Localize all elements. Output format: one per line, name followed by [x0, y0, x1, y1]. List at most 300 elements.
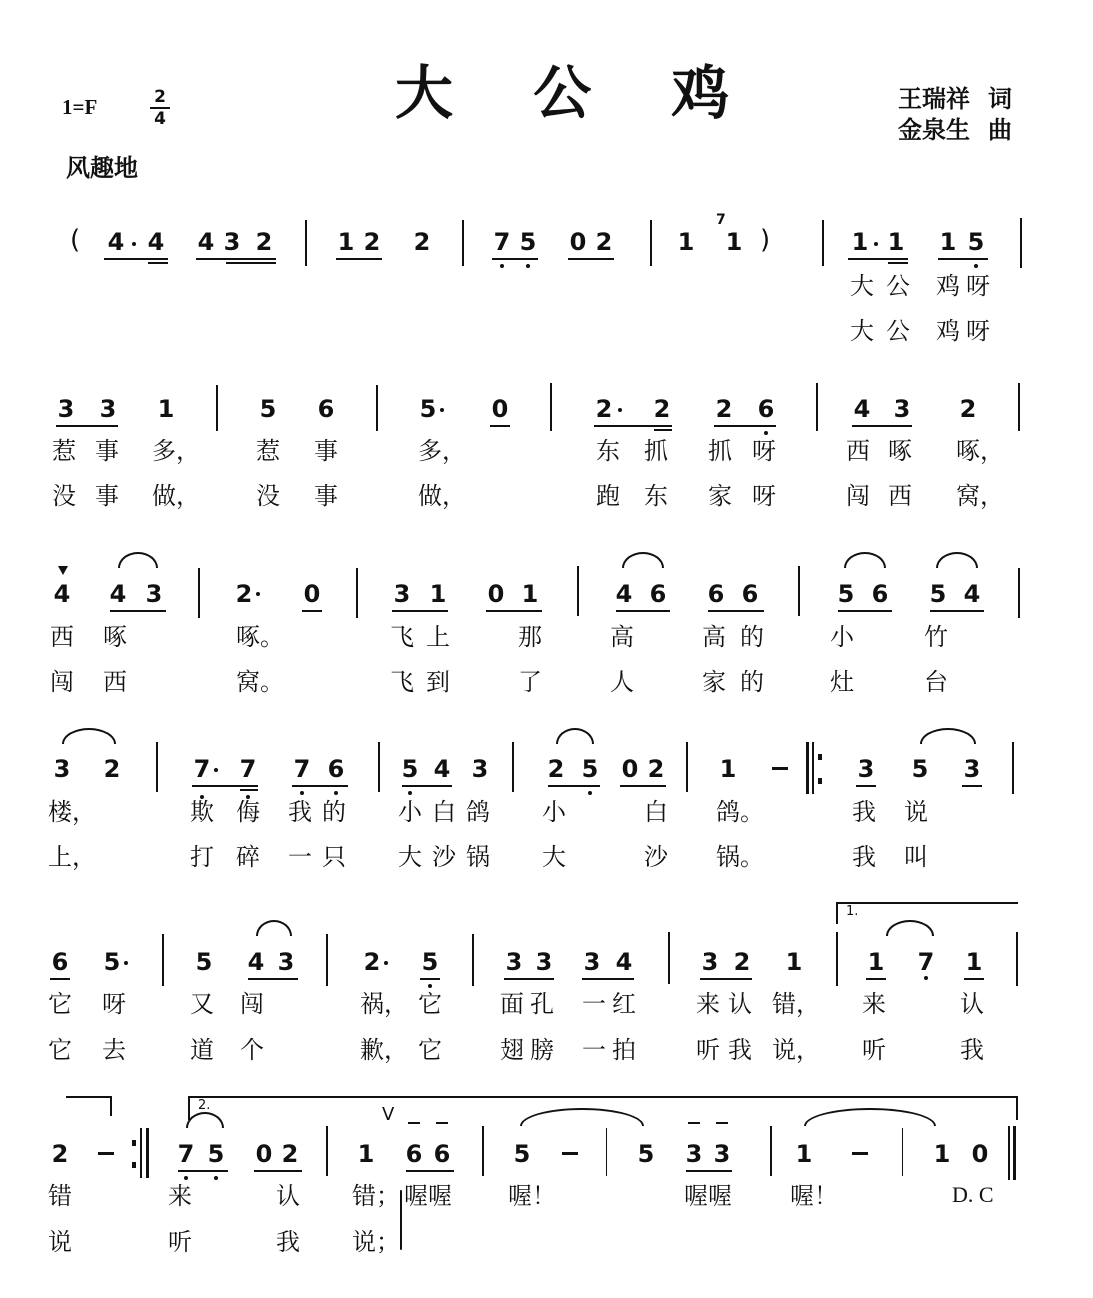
lyric: 公: [886, 272, 910, 300]
note: 5: [103, 948, 121, 976]
tempo-marking: 风趣地: [66, 154, 138, 182]
underline: [240, 789, 258, 791]
repeat-barline-thick: [146, 1128, 149, 1178]
note: 1: [851, 228, 869, 256]
note: 1: [965, 948, 983, 976]
barline: [162, 934, 164, 986]
verse-brace: [400, 1190, 402, 1250]
barline: [650, 220, 652, 266]
note: 7: [239, 755, 257, 783]
composer-role: 曲: [988, 116, 1012, 144]
lyric: 道: [190, 1036, 214, 1064]
lyric: 了: [518, 668, 542, 696]
composer: 金泉生: [898, 116, 970, 144]
lyric: 没: [256, 482, 280, 510]
lyric: 锅: [466, 843, 490, 871]
note: 4: [147, 228, 165, 256]
barline: [356, 568, 358, 618]
lyric: 它: [48, 1036, 72, 1064]
note: 3: [685, 1140, 703, 1168]
note: 2: [103, 755, 121, 783]
note: 3: [99, 395, 117, 423]
lyric: 错；: [352, 1182, 400, 1210]
lyric: 做，: [418, 482, 466, 510]
extension-dash: [772, 767, 788, 770]
lyric: 闯: [240, 990, 264, 1018]
note: 6: [317, 395, 335, 423]
lyric: 啄: [103, 623, 127, 651]
lyric: 来: [168, 1182, 192, 1210]
note: 2: [715, 395, 733, 423]
repeat-dot: [818, 778, 822, 784]
lyric: 认: [960, 990, 984, 1018]
first-ending-bracket-end: [66, 1096, 112, 1116]
note: 1: [887, 228, 905, 256]
lyric: 大: [850, 317, 874, 345]
tenuto-mark: [408, 1122, 420, 1124]
final-barline-thick: [1013, 1126, 1016, 1180]
lyric: 窝，: [956, 482, 1004, 510]
lyric: 歉，: [360, 1036, 408, 1064]
underline: [56, 425, 118, 427]
lyric: 听: [862, 1036, 886, 1064]
credits: [898, 84, 1012, 146]
note: 1: [795, 1140, 813, 1168]
underline: [856, 785, 876, 787]
lyric: 家: [702, 668, 726, 696]
low-octave-dot: [526, 264, 530, 268]
augmentation-dot: [124, 961, 128, 965]
note: 6: [649, 580, 667, 608]
note: 1: [429, 580, 447, 608]
note: 1: [785, 948, 803, 976]
lyric: 多，: [418, 437, 466, 465]
lyric: 来: [696, 990, 720, 1018]
lyric: 它: [48, 990, 72, 1018]
note: 0: [303, 580, 321, 608]
note: 3: [145, 580, 163, 608]
lyric: 楼，: [48, 798, 96, 826]
lyric: 事: [95, 437, 119, 465]
repeat-dot: [132, 1162, 136, 1168]
note: 0: [491, 395, 509, 423]
note: 1: [867, 948, 885, 976]
lyric: 侮: [236, 798, 260, 826]
note: 5: [967, 228, 985, 256]
note: 4: [853, 395, 871, 423]
final-barline-thin: [1008, 1126, 1010, 1180]
underline: [964, 978, 984, 980]
lyric: 个: [240, 1036, 264, 1064]
slur: [844, 552, 886, 568]
lyric: 呀: [966, 317, 990, 345]
lyric: 去: [102, 1036, 126, 1064]
lyric: 上，: [48, 843, 96, 871]
note: 5: [259, 395, 277, 423]
note: 3: [583, 948, 601, 976]
note: 3: [393, 580, 411, 608]
barline: [816, 383, 818, 431]
repeat-barline-thin: [140, 1128, 142, 1178]
note: 6: [757, 395, 775, 423]
lyric: 竹: [924, 623, 948, 651]
underline: [110, 610, 166, 612]
note: 1: [677, 228, 695, 256]
underline: [178, 1170, 228, 1172]
barline: [482, 1126, 484, 1176]
barline: [1018, 568, 1020, 618]
barline: [668, 932, 670, 984]
note: 7: [917, 948, 935, 976]
underline: [248, 978, 298, 980]
lyric: 抓: [708, 437, 732, 465]
underline: [654, 429, 672, 431]
lyric: 孔: [530, 990, 554, 1018]
tenuto-mark: [436, 1122, 448, 1124]
lyric: 公: [886, 317, 910, 345]
barline: [326, 1126, 328, 1176]
lyric: 大: [850, 272, 874, 300]
note: 4: [109, 580, 127, 608]
barline: [512, 742, 514, 792]
lyric: 又: [190, 990, 214, 1018]
note: 3: [701, 948, 719, 976]
lyric: 碎: [236, 843, 260, 871]
lyric: 西: [888, 482, 912, 510]
lyric: 小: [398, 798, 422, 826]
time-signature: [150, 88, 170, 128]
lyric: 一: [288, 843, 312, 871]
lyric: 到: [426, 668, 450, 696]
lyric: 它: [418, 1036, 442, 1064]
underline: [226, 262, 276, 264]
beat-divider: [902, 1128, 903, 1176]
note: 0: [621, 755, 639, 783]
underline: [548, 785, 600, 787]
first-ending-label: 1.: [846, 904, 859, 919]
note: 3: [713, 1140, 731, 1168]
underline: [582, 978, 634, 980]
lyric: 做，: [152, 482, 200, 510]
breath-mark: V: [382, 1104, 395, 1125]
lyric: 说: [904, 798, 928, 826]
note: 4: [963, 580, 981, 608]
accent-mark: [58, 566, 68, 575]
lyricist-role: 词: [988, 85, 1012, 113]
lyric: 上: [426, 623, 450, 651]
note: 4: [433, 755, 451, 783]
note: 7: [193, 755, 211, 783]
low-octave-dot: [588, 791, 592, 795]
open-paren: (: [70, 225, 81, 255]
barline: [305, 220, 307, 266]
note: 3: [223, 228, 241, 256]
underline: [504, 978, 554, 980]
note: 1: [719, 755, 737, 783]
underline: [838, 610, 892, 612]
underline: [962, 785, 982, 787]
lyric: 闯: [50, 668, 74, 696]
note: 2: [647, 755, 665, 783]
lyric: 台: [924, 668, 948, 696]
augmentation-dot: [384, 961, 388, 965]
barline: [156, 742, 158, 792]
lyric: 高: [610, 623, 634, 651]
lyric: 说，: [772, 1036, 820, 1064]
low-octave-dot: [408, 791, 412, 795]
underline: [302, 610, 322, 612]
barline: [577, 566, 579, 616]
lyricist: 王瑞祥: [898, 85, 970, 113]
lyric: 打: [190, 843, 214, 871]
underline: [392, 610, 448, 612]
lyric: 我: [728, 1036, 752, 1064]
lyric: 我: [288, 798, 312, 826]
tenuto-mark: [716, 1122, 728, 1124]
lyric: 膀: [530, 1036, 554, 1064]
note: 3: [893, 395, 911, 423]
lyric: 的: [740, 668, 764, 696]
note: 3: [471, 755, 489, 783]
note: 7: [493, 228, 511, 256]
note: 6: [741, 580, 759, 608]
lyric: 沙: [432, 843, 456, 871]
lyric: 认: [728, 990, 752, 1018]
lyric: 多，: [152, 437, 200, 465]
barline: [822, 220, 824, 266]
note: 0: [487, 580, 505, 608]
note: 2: [413, 228, 431, 256]
note: 2: [653, 395, 671, 423]
lyric: 的: [322, 798, 346, 826]
lyric: 错: [48, 1182, 72, 1210]
barline: [770, 1126, 772, 1176]
lyric: 面: [500, 990, 524, 1018]
lyric: 认: [276, 1182, 300, 1210]
augmentation-dot: [618, 408, 622, 412]
note: 3: [57, 395, 75, 423]
note: 4: [615, 580, 633, 608]
augmentation-dot: [256, 592, 260, 596]
lyric: 呀: [752, 482, 776, 510]
lyric: 小: [542, 798, 566, 826]
note: 2: [595, 395, 613, 423]
underline: [852, 425, 912, 427]
lyric: 啄。: [236, 623, 284, 651]
lyric: 只: [322, 843, 346, 871]
note: 6: [51, 948, 69, 976]
grace-note: 7: [716, 212, 726, 228]
barline: [216, 385, 218, 431]
lyric: 没: [52, 482, 76, 510]
underline: [148, 262, 168, 264]
note: 4: [107, 228, 125, 256]
lyric: 祸，: [360, 990, 408, 1018]
underline: [486, 610, 542, 612]
lyric: 惹: [52, 437, 76, 465]
lyric: 事: [314, 482, 338, 510]
lyric: 我: [960, 1036, 984, 1064]
lyric: 家: [708, 482, 732, 510]
note: 6: [405, 1140, 423, 1168]
barline: [836, 932, 838, 986]
lyric: 拍: [612, 1036, 636, 1064]
lyric: 一: [582, 1036, 606, 1064]
lyric: 飞: [390, 668, 414, 696]
repeat-barline-thin: [812, 742, 814, 794]
lyric: 呀: [752, 437, 776, 465]
slur: [936, 552, 978, 568]
barline: [326, 934, 328, 986]
low-octave-dot: [184, 1176, 188, 1180]
note: 4: [615, 948, 633, 976]
augmentation-dot: [440, 408, 444, 412]
second-ending-label: 2.: [198, 1098, 211, 1113]
lyric: 呀: [102, 990, 126, 1018]
lyric: 飞: [390, 623, 414, 651]
slur: [920, 728, 976, 744]
note: 5: [195, 948, 213, 976]
note: 5: [929, 580, 947, 608]
note: 3: [963, 755, 981, 783]
lyric: 东: [596, 437, 620, 465]
slur: [62, 728, 116, 744]
note: 1: [357, 1140, 375, 1168]
lyric: 啄: [888, 437, 912, 465]
note: 5: [421, 948, 439, 976]
note: 1: [337, 228, 355, 256]
note: 2: [547, 755, 565, 783]
repeat-dot: [132, 1140, 136, 1146]
lyric: 西: [103, 668, 127, 696]
lyric: 错，: [772, 990, 820, 1018]
lyric: 白: [432, 798, 456, 826]
lyric: 红: [612, 990, 636, 1018]
lyric: 喔喔: [404, 1182, 452, 1210]
underline: [620, 785, 666, 787]
note: 2: [959, 395, 977, 423]
underline: [406, 1170, 454, 1172]
lyric: 我: [852, 798, 876, 826]
note: 2: [235, 580, 253, 608]
note: 2: [595, 228, 613, 256]
underline: [930, 610, 984, 612]
lyric: 小: [830, 623, 854, 651]
lyric: 锅。: [716, 843, 764, 871]
note: 6: [327, 755, 345, 783]
lyric: 听: [696, 1036, 720, 1064]
note: 5: [637, 1140, 655, 1168]
note: 4: [53, 580, 71, 608]
extension-dash: [562, 1152, 578, 1155]
lyric: 喔！: [508, 1182, 556, 1210]
lyric: 鸽。: [716, 798, 764, 826]
repeat-dot: [818, 754, 822, 760]
lyric: 人: [610, 668, 634, 696]
note: 3: [535, 948, 553, 976]
lyric: 跑: [596, 482, 620, 510]
barline: [1020, 218, 1022, 268]
note: 2: [51, 1140, 69, 1168]
beat-divider: [606, 1128, 607, 1176]
barline: [686, 742, 688, 792]
lyric: 西: [846, 437, 870, 465]
note: 5: [519, 228, 537, 256]
note: 6: [433, 1140, 451, 1168]
lyric: 呀: [966, 272, 990, 300]
lyric: 啄，: [956, 437, 1004, 465]
augmentation-dot: [132, 242, 136, 246]
tenuto-mark: [688, 1122, 700, 1124]
barline: [1012, 742, 1014, 794]
note: 0: [971, 1140, 989, 1168]
lyric: 喔喔: [684, 1182, 732, 1210]
note: 2: [281, 1140, 299, 1168]
underline: [490, 425, 510, 427]
low-octave-dot: [924, 976, 928, 980]
lyric: 鸡: [936, 317, 960, 345]
underline: [420, 978, 440, 980]
close-paren: ): [760, 225, 771, 255]
lyric: 说；: [352, 1228, 400, 1256]
lyric: 来: [862, 990, 886, 1018]
lyric: 我: [276, 1228, 300, 1256]
slur: [118, 552, 158, 568]
augmentation-dot: [214, 768, 218, 772]
underline: [708, 610, 764, 612]
lyric: 大: [542, 843, 566, 871]
low-octave-dot: [334, 791, 338, 795]
low-octave-dot: [974, 264, 978, 268]
note: 1: [725, 228, 743, 256]
lyric: 叫: [904, 843, 928, 871]
underline: [336, 258, 382, 260]
lyric: 说: [48, 1228, 72, 1256]
slur: [256, 920, 292, 936]
barline: [550, 383, 552, 431]
underline: [888, 262, 908, 264]
note: 3: [505, 948, 523, 976]
barline: [1018, 383, 1020, 431]
note: 2: [363, 228, 381, 256]
lyric: 喔！: [790, 1182, 838, 1210]
barline: [1016, 932, 1018, 986]
barline: [798, 566, 800, 616]
underline: [196, 258, 276, 260]
lyric: 的: [740, 623, 764, 651]
note: 5: [401, 755, 419, 783]
lyric: 听: [168, 1228, 192, 1256]
lyric: 窝。: [236, 668, 284, 696]
lyric: 事: [95, 482, 119, 510]
lyric: 白: [644, 798, 668, 826]
underline: [714, 425, 776, 427]
lyric: 西: [50, 623, 74, 651]
barline: [462, 220, 464, 266]
note: 5: [581, 755, 599, 783]
note: 4: [197, 228, 215, 256]
song-title: 大 公 鸡: [395, 59, 760, 127]
note: 3: [53, 755, 71, 783]
time-sig-top: 2: [154, 87, 166, 107]
note: 5: [911, 755, 929, 783]
barline: [376, 385, 378, 431]
lyric: 闯: [846, 482, 870, 510]
underline: [192, 785, 258, 787]
barline: [378, 742, 380, 792]
note: 2: [255, 228, 273, 256]
barline: [472, 934, 474, 986]
